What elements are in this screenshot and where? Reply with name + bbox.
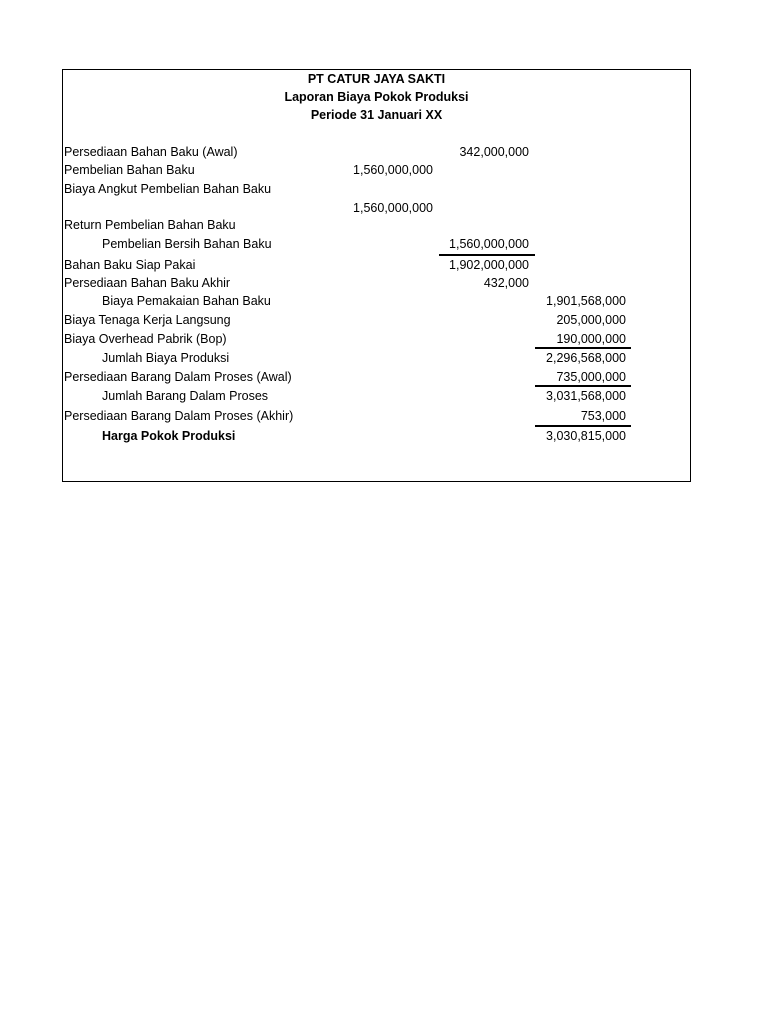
row-label: Harga Pokok Produksi — [102, 429, 236, 443]
cost-of-production-report — [62, 69, 691, 482]
row-label: Biaya Angkut Pembelian Bahan Baku — [64, 182, 272, 196]
row-value-col3: 735,000,000 — [556, 370, 626, 384]
row-label: Jumlah Biaya Produksi — [102, 351, 230, 365]
table-row — [63, 349, 690, 367]
row-value-col3: 753,000 — [580, 409, 626, 423]
table-row — [63, 216, 690, 234]
row-value-col3: 3,030,815,000 — [546, 429, 626, 443]
report-title: Laporan Biaya Pokok Produksi — [284, 90, 469, 104]
row-value-col3: 3,031,568,000 — [546, 389, 626, 403]
table-row — [63, 292, 690, 310]
table-row — [63, 274, 690, 292]
row-label: Biaya Overhead Pabrik (Bop) — [64, 332, 227, 346]
row-value-col3: 190,000,000 — [556, 332, 626, 346]
row-value-col3: 1,901,568,000 — [546, 294, 626, 308]
table-row — [63, 330, 690, 348]
row-value-col2: 1,560,000,000 — [449, 237, 529, 251]
row-label: Pembelian Bahan Baku — [64, 163, 195, 177]
table-row — [63, 180, 690, 198]
row-label: Biaya Pemakaian Bahan Baku — [102, 294, 271, 308]
row-label: Persediaan Bahan Baku Akhir — [64, 276, 231, 290]
row-value-col2: 432,000 — [483, 276, 529, 290]
table-row — [63, 368, 690, 386]
row-value-col2: 342,000,000 — [459, 145, 529, 159]
row-label: Pembelian Bersih Bahan Baku — [102, 237, 272, 251]
row-value-col3: 2,296,568,000 — [546, 351, 626, 365]
row-label: Return Pembelian Bahan Baku — [64, 218, 236, 232]
company-name: PT CATUR JAYA SAKTI — [307, 72, 446, 86]
table-row — [63, 311, 690, 329]
row-label: Persediaan Barang Dalam Proses (Akhir) — [64, 409, 294, 423]
row-value-col2: 1,902,000,000 — [449, 258, 529, 272]
table-row — [63, 199, 690, 217]
table-row — [63, 427, 690, 445]
row-value-col1: 1,560,000,000 — [353, 201, 433, 215]
table-row — [63, 256, 690, 274]
row-label: Jumlah Barang Dalam Proses — [102, 389, 269, 403]
row-label: Persediaan Barang Dalam Proses (Awal) — [64, 370, 292, 384]
row-label: Persediaan Bahan Baku (Awal) — [64, 145, 238, 159]
table-row — [63, 161, 690, 179]
table-row — [63, 235, 690, 253]
table-row — [63, 407, 690, 425]
row-value-col3: 205,000,000 — [556, 313, 626, 327]
table-row — [63, 143, 690, 161]
table-row — [63, 387, 690, 405]
row-value-col1: 1,560,000,000 — [353, 163, 433, 177]
report-period: Periode 31 Januari XX — [310, 108, 443, 122]
row-label: Biaya Tenaga Kerja Langsung — [64, 313, 231, 327]
row-label: Bahan Baku Siap Pakai — [64, 258, 196, 272]
